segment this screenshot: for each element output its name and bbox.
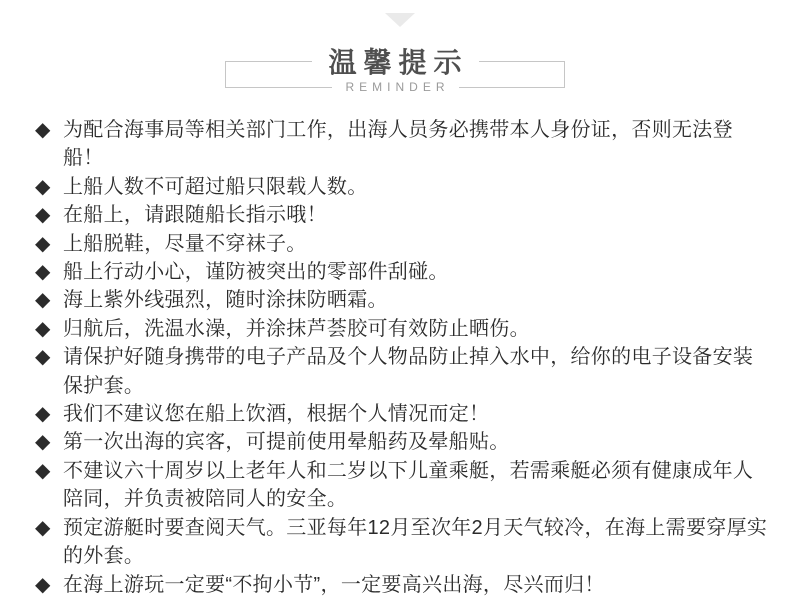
divider-line [459, 87, 566, 88]
diamond-bullet-icon: ◆ [35, 289, 51, 312]
notice-item [35, 457, 768, 514]
notice-list [35, 116, 768, 599]
notice-item [35, 571, 768, 599]
diamond-bullet-icon: ◆ [35, 573, 51, 596]
diamond-bullet-icon: ◆ [35, 175, 51, 198]
notice-item-text: 在海上游玩一定要“不拘小节”，一定要高兴出海，尽兴而归！ [63, 573, 605, 596]
notice-item-text: 上船人数不可超过船只限载人数。 [63, 175, 368, 198]
notice-item-text: 第一次出海的宾客，可提前使用晕船药及晕船贴。 [63, 431, 510, 454]
notice-item-text: 海上紫外线强烈，随时涂抹防晒霜。 [63, 289, 388, 312]
notice-item [35, 201, 768, 229]
notice-item [35, 258, 768, 286]
notice-item-text: 为配合海事局等相关部门工作，出海人员务必携带本人身份证，否则无法登船！ [63, 119, 733, 170]
diamond-bullet-icon: ◆ [35, 317, 51, 340]
bracket-line-left [225, 61, 226, 87]
divider-line [225, 87, 332, 88]
diamond-bullet-icon: ◆ [35, 459, 51, 482]
notice-item [35, 230, 768, 258]
diamond-bullet-icon: ◆ [35, 346, 51, 369]
notice-item [35, 428, 768, 456]
notice-item [35, 286, 768, 314]
diamond-bullet-icon: ◆ [35, 431, 51, 454]
notice-item-text: 不建议六十周岁以上老年人和二岁以下儿童乘艇，若需乘艇必须有健康成年人陪同，并负责被陪同人的安全。 [63, 459, 754, 511]
diamond-bullet-icon: ◆ [35, 119, 51, 141]
diamond-bullet-icon: ◆ [35, 403, 51, 426]
page-title: 温馨提示 [328, 47, 469, 78]
notice-item-text: 预定游艇时要查阅天气。三亚每年12月至次年2月天气较冷，在海上需要穿厚实的外套。 [63, 516, 768, 568]
header [225, 44, 565, 96]
bracket-line-right [564, 61, 565, 87]
diamond-bullet-icon: ◆ [35, 261, 51, 284]
notice-item [35, 400, 768, 428]
diamond-bullet-icon: ◆ [35, 516, 51, 539]
diamond-bullet-icon: ◆ [35, 232, 51, 255]
diamond-bullet-icon: ◆ [35, 204, 51, 227]
notice-item-text: 上船脱鞋，尽量不穿袜子。 [63, 232, 307, 255]
page-subtitle: REMINDER [345, 80, 450, 94]
notice-item [35, 116, 768, 173]
notice-item-text: 在船上，请跟随船长指示哦！ [63, 204, 327, 227]
title-row [225, 44, 565, 78]
divider-line [225, 61, 312, 62]
notice-item [35, 173, 768, 201]
notice-item-text: 船上行动小心，谨防被突出的零部件刮碰。 [63, 261, 449, 284]
notice-item [35, 315, 768, 343]
notice-item-text: 归航后，洗温水澡，并涂抹芦荟胶可有效防止晒伤。 [63, 317, 530, 340]
notice-item-text: 请保护好随身携带的电子产品及个人物品防止掉入水中，给你的电子设备安装保护套。 [63, 346, 754, 397]
notice-item [35, 514, 768, 571]
subtitle-row [225, 78, 565, 96]
triangle-down-icon [385, 13, 415, 27]
divider-line [479, 61, 566, 62]
notice-item-text: 我们不建议您在船上饮酒，根据个人情况而定！ [63, 403, 490, 426]
notice-item [35, 343, 768, 400]
